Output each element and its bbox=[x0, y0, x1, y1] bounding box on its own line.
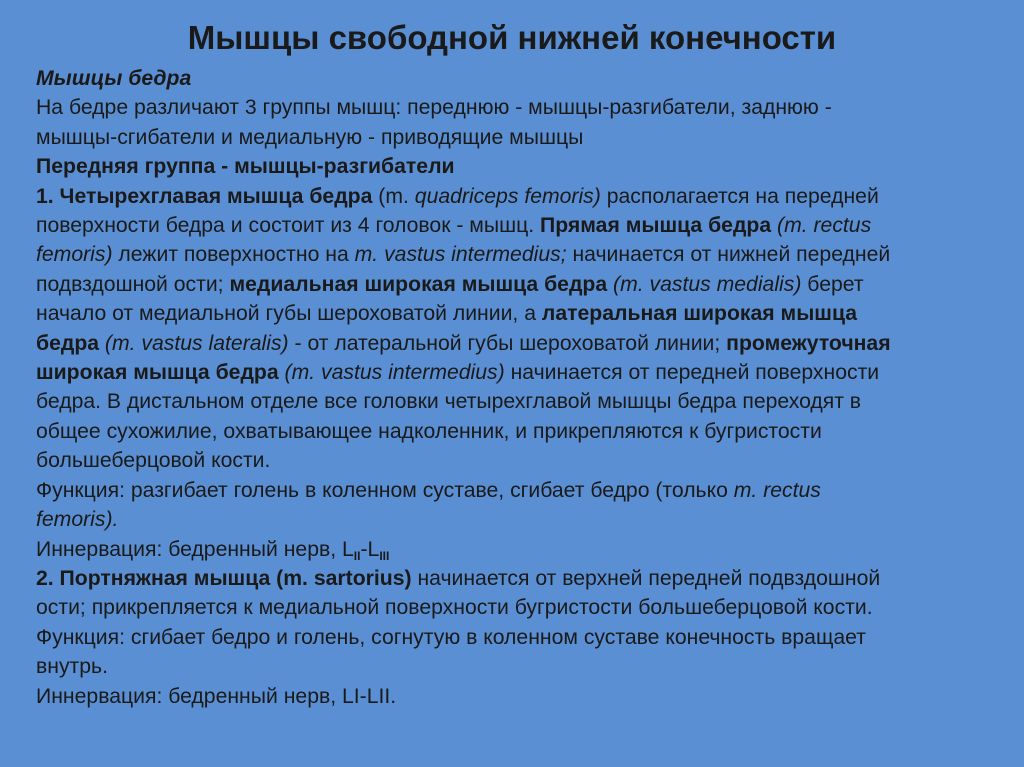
text-segment: начало от медиальной губы шероховатой линии, а bbox=[36, 302, 542, 326]
text-line bbox=[36, 329, 996, 358]
text-line bbox=[36, 240, 996, 269]
text-segment: (m. rectus bbox=[771, 214, 872, 238]
text-line bbox=[36, 182, 996, 211]
text-line bbox=[36, 299, 996, 328]
text-segment: (m. vastus medialis) bbox=[607, 272, 802, 296]
text-line bbox=[36, 211, 996, 240]
text-segment: лежит поверхностно на bbox=[112, 243, 355, 267]
slide-body-text bbox=[36, 64, 996, 711]
text-segment: мышцы-сгибатели и медиальную - приводящие мышцы bbox=[36, 125, 584, 149]
text-line bbox=[36, 93, 996, 122]
text-segment: большеберцовой кости. bbox=[36, 449, 271, 473]
slide-title: Мышцы свободной нижней конечности bbox=[187, 19, 837, 56]
text-segment: начинается от нижней передней bbox=[566, 243, 891, 267]
text-segment: (m. vastus intermedius) bbox=[278, 361, 505, 385]
text-segment: Мышцы бедра bbox=[36, 67, 192, 90]
text-segment: На бедре различают 3 группы мышц: переднюю - мышцы-разгибатели, заднюю - bbox=[36, 96, 832, 120]
text-line bbox=[36, 535, 996, 564]
text-segment: широкая мышца бедра bbox=[36, 361, 279, 385]
text-line bbox=[36, 358, 996, 387]
text-segment: подвздошной ости; bbox=[36, 272, 230, 296]
subscript-text: III bbox=[379, 548, 390, 563]
text-segment: располагается на передней bbox=[600, 184, 879, 208]
text-line bbox=[36, 593, 996, 622]
text-segment: общее сухожилие, охватывающее надколенник, и прикрепляются к бугристости bbox=[36, 419, 822, 443]
text-segment: m. rectus bbox=[733, 478, 821, 502]
text-segment: 1. Четырехглавая мышца бедра bbox=[36, 184, 373, 208]
text-line bbox=[36, 446, 996, 475]
text-segment: начинается от верхней передней подвздошной bbox=[411, 566, 881, 590]
text-line bbox=[36, 152, 996, 181]
text-line bbox=[36, 387, 996, 416]
text-line bbox=[36, 505, 996, 534]
text-segment: femoris) bbox=[36, 243, 113, 267]
text-segment: m. vastus intermedius; bbox=[354, 243, 567, 267]
text-segment: Передняя группа - мышцы-разгибатели bbox=[36, 155, 455, 179]
text-segment: quadriceps femoris) bbox=[414, 184, 601, 208]
text-line bbox=[36, 123, 996, 152]
text-line bbox=[36, 64, 996, 93]
text-segment: Иннервация: бедренный нерв, LI-LII. bbox=[36, 684, 397, 708]
subscript-text: II bbox=[353, 548, 361, 563]
text-segment: (m. bbox=[372, 184, 415, 208]
text-segment: ости; прикрепляется к медиальной поверхности бугристости большеберцовой кости. bbox=[36, 596, 873, 620]
text-segment: бедра bbox=[36, 331, 100, 355]
text-line bbox=[36, 417, 996, 446]
text-segment: начинается от передней поверхности bbox=[504, 361, 880, 385]
text-segment: Прямая мышца бедра bbox=[540, 214, 772, 238]
text-segment: берет bbox=[801, 272, 864, 296]
text-segment: -L bbox=[360, 537, 380, 561]
text-segment: (m. vastus lateralis) bbox=[99, 331, 289, 355]
text-line bbox=[36, 682, 996, 711]
text-segment: Функция: разгибает голень в коленном суставе, сгибает бедро (только bbox=[36, 478, 734, 502]
text-segment: поверхности бедра и состоит из 4 головок - мышц. bbox=[36, 214, 541, 238]
text-segment: Функция: сгибает бедро и голень, согнутую в коленном суставе конечность вращает bbox=[36, 625, 866, 649]
text-line bbox=[36, 652, 996, 681]
text-line bbox=[36, 270, 996, 299]
text-segment: 2. Портняжная мышца (m. sartorius) bbox=[36, 566, 412, 590]
text-segment: бедра. В дистальном отделе все головки четырехглавой мышцы бедра переходят в bbox=[36, 390, 862, 414]
text-segment: Иннервация: бедренный нерв, L bbox=[36, 537, 354, 561]
text-line bbox=[36, 623, 996, 652]
text-line bbox=[36, 476, 996, 505]
text-segment: - от латеральной губы шероховатой линии; bbox=[288, 331, 727, 355]
text-segment: латеральная широкая мышца bbox=[541, 302, 858, 326]
text-segment: femoris). bbox=[36, 508, 119, 532]
text-segment: промежуточная bbox=[726, 331, 891, 355]
text-line bbox=[36, 564, 996, 593]
text-segment: внутрь. bbox=[36, 655, 108, 679]
text-segment: медиальная широкая мышца бедра bbox=[229, 272, 608, 296]
